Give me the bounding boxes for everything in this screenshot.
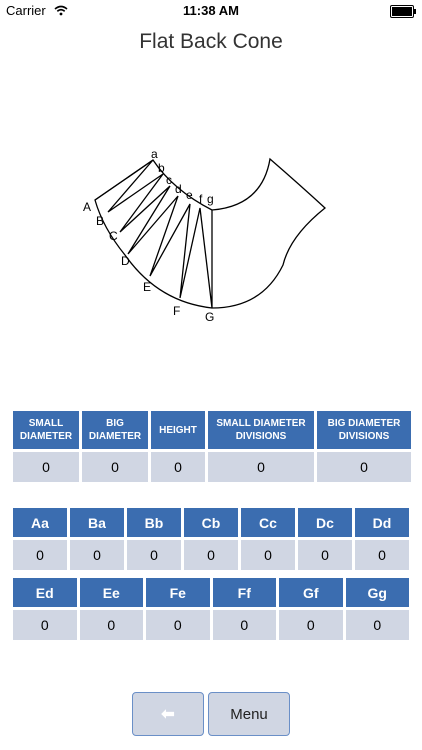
header-big-diameter-divisions: BIG DIAMETER DIVISIONS	[317, 411, 411, 449]
value-Dc: 0	[298, 540, 352, 570]
label-E: E	[143, 280, 152, 294]
value-small-diameter[interactable]: 0	[13, 452, 79, 482]
value-Cc: 0	[241, 540, 295, 570]
flat-back-cone-diagram	[0, 140, 422, 325]
value-Fe: 0	[146, 610, 210, 640]
value-Bb: 0	[127, 540, 181, 570]
header-Gg: Gg	[346, 578, 410, 607]
value-big-diameter[interactable]: 0	[82, 452, 148, 482]
value-small-diameter-divisions[interactable]: 0	[208, 452, 314, 482]
value-Gg: 0	[346, 610, 410, 640]
label-C: C	[109, 229, 118, 243]
header-Gf: Gf	[279, 578, 343, 607]
label-c: c	[166, 173, 172, 187]
value-Dd: 0	[355, 540, 409, 570]
value-Ba: 0	[70, 540, 124, 570]
label-g: g	[207, 192, 214, 206]
label-b: b	[158, 161, 165, 175]
label-G: G	[205, 310, 215, 324]
header-Ba: Ba	[70, 508, 124, 537]
label-B: B	[96, 214, 105, 228]
header-small-diameter-divisions: SMALL DIAMETER DIVISIONS	[208, 411, 314, 449]
label-F: F	[173, 304, 181, 318]
value-Ff: 0	[213, 610, 277, 640]
value-height[interactable]: 0	[151, 452, 205, 482]
header-Ee: Ee	[80, 578, 144, 607]
label-A: A	[83, 200, 92, 214]
back-button[interactable]	[132, 692, 204, 736]
line-lengths-table-1	[10, 505, 412, 573]
header-Cc: Cc	[241, 508, 295, 537]
header-Dd: Dd	[355, 508, 409, 537]
battery-icon	[390, 5, 414, 18]
header-Dc: Dc	[298, 508, 352, 537]
value-Cb: 0	[184, 540, 238, 570]
header-Bb: Bb	[127, 508, 181, 537]
value-Ed: 0	[13, 610, 77, 640]
menu-button[interactable]: Menu	[208, 692, 290, 736]
page-title: Flat Back Cone	[139, 30, 283, 53]
header-big-diameter: BIG DIAMETER	[82, 411, 148, 449]
back-arrow-icon: ⬅	[161, 706, 175, 723]
carrier-label: Carrier	[6, 3, 46, 18]
header-Cb: Cb	[184, 508, 238, 537]
label-d: d	[175, 182, 182, 196]
dimensions-table	[10, 408, 414, 485]
value-Ee: 0	[80, 610, 144, 640]
value-Aa: 0	[13, 540, 67, 570]
value-big-diameter-divisions[interactable]: 0	[317, 452, 411, 482]
label-a: a	[151, 147, 158, 161]
value-Gf: 0	[279, 610, 343, 640]
header-Ff: Ff	[213, 578, 277, 607]
label-f: f	[199, 192, 203, 206]
header-height: HEIGHT	[151, 411, 205, 449]
header-Fe: Fe	[146, 578, 210, 607]
header-small-diameter: SMALL DIAMETER	[13, 411, 79, 449]
line-lengths-table-2	[10, 575, 412, 643]
header-Aa: Aa	[13, 508, 67, 537]
label-e: e	[186, 188, 193, 202]
status-bar	[0, 0, 422, 22]
status-time: 11:38 AM	[183, 3, 239, 18]
label-D: D	[121, 254, 130, 268]
header-Ed: Ed	[13, 578, 77, 607]
